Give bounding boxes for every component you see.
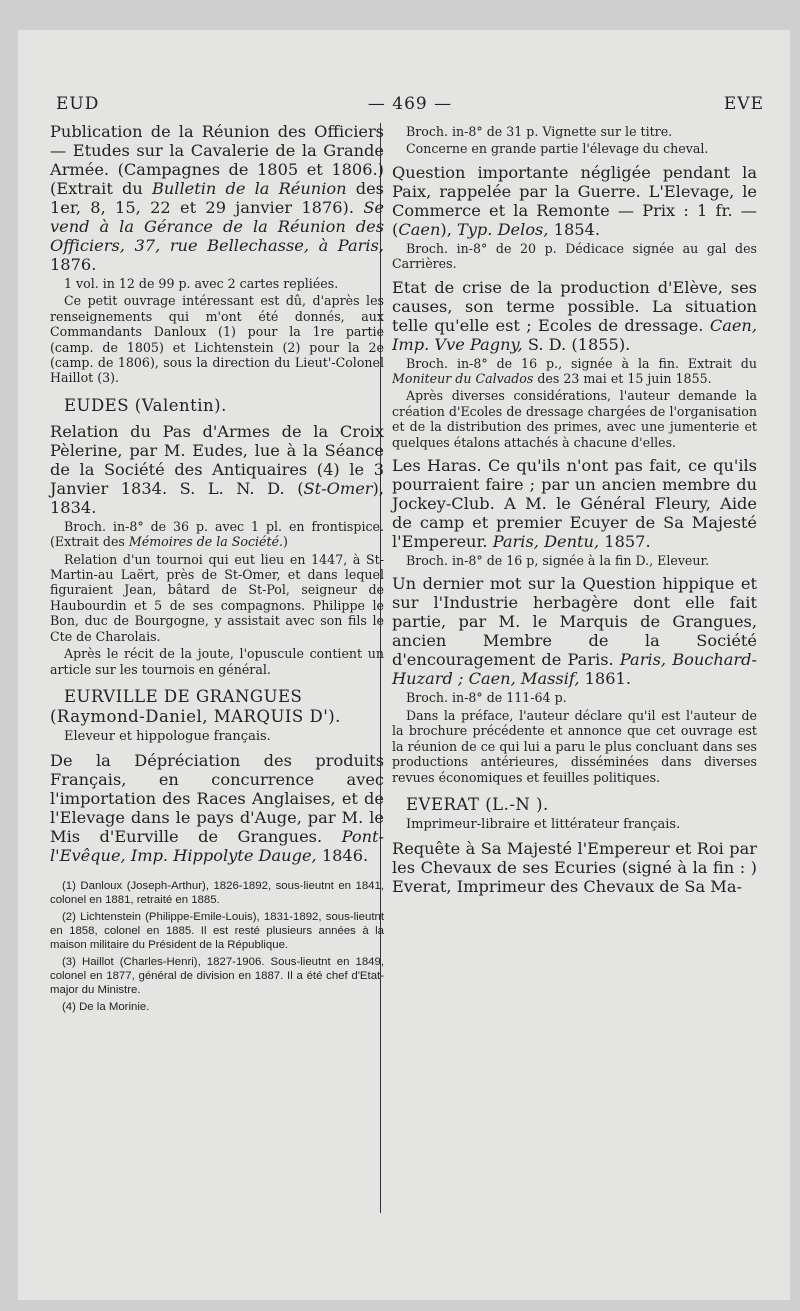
running-head [56,94,764,118]
entry-note: Dans la préface, l'auteur déclare qu'il est l'auteur de la brochure précédente et annonce que cet ouvrage est la réunion de ce qui lui a paru le plus concluant dans ses productions antérieures, disséminées dans diverses revues économiques et feuilles politiques. [392,707,757,785]
entry-publication-reunion: Publication de la Réunion des Officiers — Etudes sur la Cavalerie de la Grande Armée. (Campagnes de 1805 et 1806.) (Extrait du Bulletin de la Réunion des 1er, 8, 15, 22 et 29 janvier 1876). Se vend à la Gérance de la Réunion des Officiers, 37, rue Bellechasse, à Paris, 1876. [50,122,384,274]
entry-question-importante: Question importante négligée pendant la Paix, rappelée par la Guerre. L'Elevage, le Commerce et la Remonte — Prix : 1 fr. — (Caen), Typ. Delos, 1854. [392,162,757,239]
entry-relation-pas-d-armes: Relation du Pas d'Armes de la Croix Pèlerine, par M. Eudes, lue à la Séance de la Société des Antiquaires (4) le 3 Janvier 1834. S. L. N. D. (St-Omer), 1834. [50,421,384,517]
author-heading: EUDES (Valentin). [64,395,227,415]
entry-note: Concerne en grande partie l'élevage du cheval. [406,141,709,157]
footnote: (1) Danloux (Joseph-Arthur), 1826-1892, sous-lieutnt en 1841, colonel en 1881, retraité en 1885. [50,879,384,906]
entry-etat-de-crise: Etat de crise de la production d'Elève, ses causes, son terme possible. La situation telle qu'elle est ; Ecoles de dressage. Caen, Imp. Vve Pagny, S. D. (1855). [392,277,757,354]
entry-note: Broch. in-8° de 16 p., signée à la fin. Extrait du Moniteur du Calvados des 23 mai et 15 juin 1855. [392,355,757,387]
left-column [50,122,384,1014]
author-heading: EVERAT (L.-N ). [406,794,549,814]
entry-note: Après diverses considérations, l'auteur demande la création d'Ecoles de dressage chargées de l'organisation et de la distribution des primes, avec une jumenterie et quelques étalons attachés à chacune d'elles. [392,388,757,450]
entry-depreciation-produits: De la Dépréciation des produits Français, en concurrence avec l'importation des Races Anglaises, et de l'Elevage dans le pays d'Auge, par M. le Mis d'Eurville de Grangues. Pont-l'Evêque, Imp. Hippolyte Dauge, 1846. [50,750,384,865]
footnote: (3) Haillot (Charles-Henri), 1827-1906. Sous-lieutnt en 1849, colonel en 1877, général de division en 1887. Il a été chef d'Etat-major du Ministre. [50,955,384,996]
page-number: — 469 — [367,94,453,114]
author-description: Imprimeur-libraire et littérateur français. [406,816,681,832]
entry-note: Broch. in-8° de 20 p. Dédicace signée au gal des Carrières. [392,240,757,272]
entry-note: Broch. in-8° de 36 p. avec 1 pl. en frontispice. (Extrait des Mémoires de la Société.) [50,518,384,550]
footnotes [50,879,384,1014]
entry-note: Broch. in-8° de 16 p, signée à la fin D., Eleveur. [406,553,710,569]
book-page [18,30,790,1300]
author-description: Eleveur et hippologue français. [64,728,271,744]
author-heading: EURVILLE DE GRANGUES (Raymond-Daniel, MARQUIS D'). [50,686,341,726]
entry-note: Ce petit ouvrage intéressant est dû, d'après les renseignements qui m'ont été donnés, aux Commandants Danloux (1) pour la 1re partie (camp. de 1805) et Lichtenstein (2) pour la 2e (camp. de 1806), sous la direction du Lieut'-Colonel Haillot (3). [50,293,384,386]
entry-note: Relation d'un tournoi qui eut lieu en 1447, à St-Martin-au Laërt, près de St-Omer, et dans lequel figuraient Jean, bâtard de St-Pol, seigneur de Haubourdin et 5 de ses compagnons. Philippe le Bon, duc de Bourgogne, y assistait avec son fils le Cte de Charolais. [50,551,384,644]
footnote: (4) De la Morinie. [62,1000,150,1013]
header-left: EUD [56,94,100,114]
entry-note: 1 vol. in 12 de 99 p. avec 2 cartes repliées. [64,276,339,291]
right-column [392,122,757,896]
header-right: EVE [723,94,764,114]
entry-requete: Requête à Sa Majesté l'Empereur et Roi par les Chevaux de ses Ecuries (signé à la fin : ) Everat, Imprimeur des Chevaux de Sa Ma- [392,838,757,896]
footnote: (2) Lichtenstein (Philippe-Emile-Louis), 1831-1892, sous-lieutnt en 1858, colonel en 1885. Il est resté plusieurs années à la maison militaire du Président de la République. [50,910,384,951]
entry-note: Après le récit de la joute, l'opuscule contient un article sur les tournois en général. [50,646,384,677]
entry-les-haras: Les Haras. Ce qu'ils n'ont pas fait, ce qu'ils pourraient faire ; par un ancien membre du Jockey-Club. A M. le Général Fleury, Aide de camp et premier Ecuyer de Sa Majesté l'Empereur. Paris, Dentu, 1857. [392,456,757,552]
entry-note: Broch. in-8° de 31 p. Vignette sur le titre. [406,124,673,139]
entry-un-dernier-mot: Un dernier mot sur la Question hippique et sur l'Industrie herbagère dont elle fait partie, par M. le Marquis de Grangues, ancien Membre de la Société d'encouragement de Paris. Paris, Bouchard-Huzard ; Caen, Massif, 1861. [392,574,758,689]
entry-note: Broch. in-8° de 111-64 p. [406,690,567,706]
